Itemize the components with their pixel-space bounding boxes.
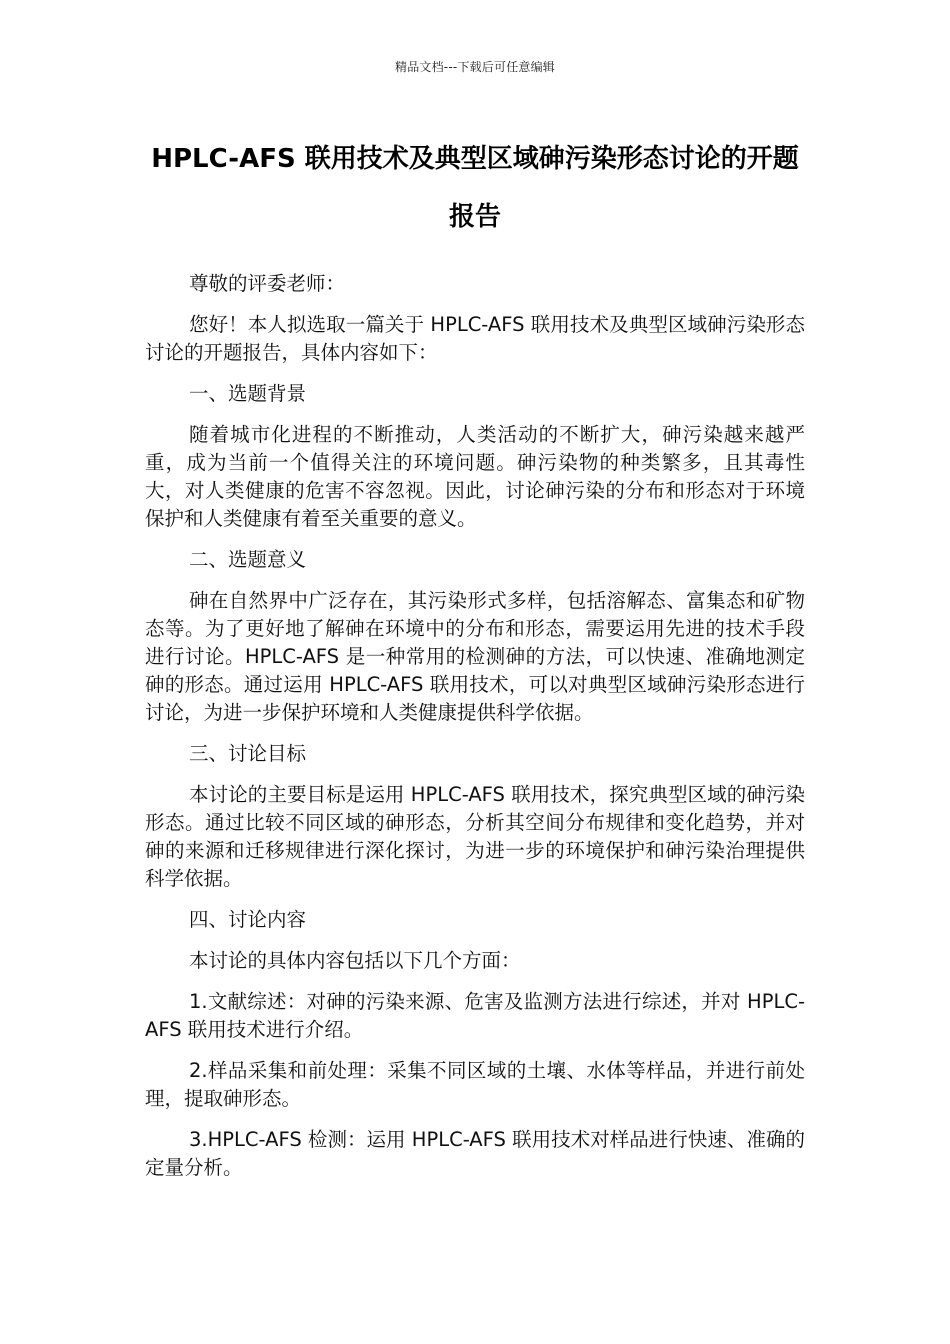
document-title: HPLC-AFS 联用技术及典型区域砷污染形态讨论的开题报告 — [151, 144, 799, 232]
intro-paragraph: 您好！本人拟选取一篇关于 HPLC-AFS 联用技术及典型区域砷污染形态讨论的开题报告，具体内容如下： — [145, 313, 805, 364]
section-heading-background: 一、选题背景 — [189, 382, 307, 405]
document-body — [145, 270, 805, 1195]
background-paragraph: 随着城市化进程的不断推动，人类活动的不断扩大，砷污染越来越严重，成为当前一个值得关注的环境问题。砷污染物的种类繁多，且其毒性大，对人类健康的危害不容忽视。因此，讨论砷污染的分布和形态对于环境保护和人类健康有着至关重要的意义。 — [145, 423, 805, 530]
header-note: 精品文档---下载后可任意编辑 — [395, 60, 555, 74]
significance-paragraph: 砷在自然界中广泛存在，其污染形式多样，包括溶解态、富集态和矿物态等。为了更好地了解砷在环境中的分布和形态，需要运用先进的技术手段进行讨论。HPLC-AFS 是一种常用的检测砷的方法，可以快速、准确地测定砷的形态。通过运用 HPLC-AFS 联用技术，可以对典型区域砷污染形态进行讨论，为进一步保护环境和人类健康提供科学依据。 — [145, 589, 805, 724]
content-item-2: 2.样品采集和前处理：采集不同区域的土壤、水体等样品，并进行前处理，提取砷形态。 — [145, 1059, 805, 1110]
goals-paragraph: 本讨论的主要目标是运用 HPLC-AFS 联用技术，探究典型区域的砷污染形态。通过比较不同区域的砷形态，分析其空间分布规律和变化趋势，并对砷的来源和迁移规律进行深化探讨，为进一步的环境保护和砷污染治理提供科学依据。 — [145, 783, 805, 890]
content-item-3: 3.HPLC-AFS 检测：运用 HPLC-AFS 联用技术对样品进行快速、准确的定量分析。 — [145, 1128, 805, 1179]
salutation: 尊敬的评委老师： — [189, 272, 346, 295]
section-heading-significance: 二、选题意义 — [189, 548, 307, 571]
section-heading-content: 四、讨论内容 — [189, 908, 307, 931]
section-heading-goals: 三、讨论目标 — [189, 742, 307, 765]
content-item-1: 1.文献综述：对砷的污染来源、危害及监测方法进行综述，并对 HPLC-AFS 联用技术进行介绍。 — [145, 990, 805, 1041]
content-intro-paragraph: 本讨论的具体内容包括以下几个方面： — [189, 949, 521, 972]
